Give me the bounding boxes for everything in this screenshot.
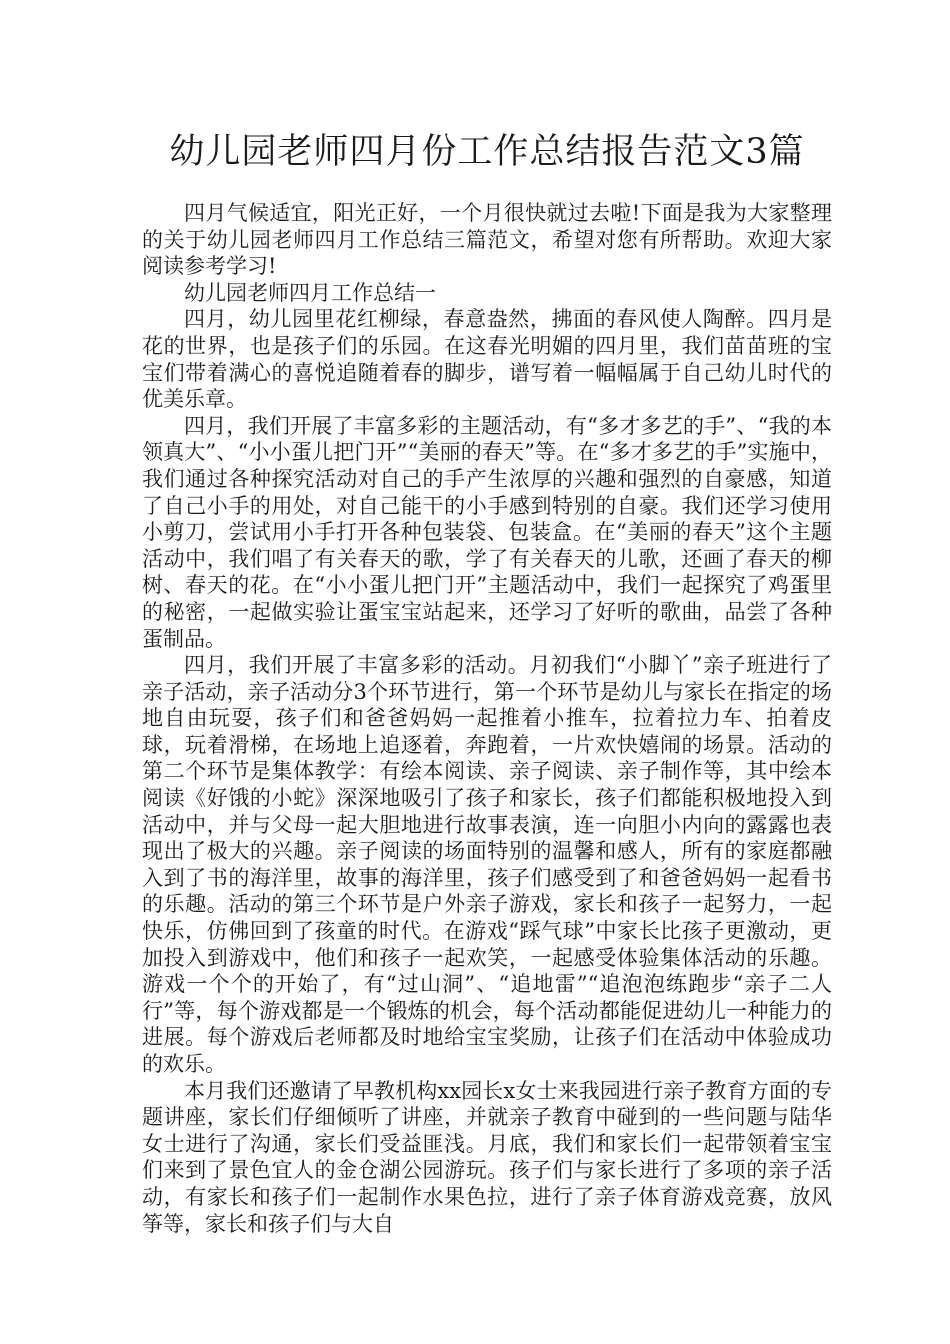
- document-body: [142, 200, 832, 1237]
- body-paragraph: 四月，我们开展了丰富多彩的主题活动，有“多才多艺的手”、“我的本领真大”、“小小蛋儿把门开”“美丽的春天”等。在“多才多艺的手”实施中，我们通过各种探究活动对自己的手产生浓厚的兴趣和强烈的自豪感，知道了自己小手的用处，对自己能干的小手感到特别的自豪。我们还学习使用小剪刀，尝试用小手打开各种包装袋、包装盒。在“美丽的春天”这个主题活动中，我们唱了有关春天的歌，学了有关春天的儿歌，还画了春天的柳树、春天的花。在“小小蛋儿把门开”主题活动中，我们一起探究了鸡蛋里的秘密，一起做实验让蛋宝宝站起来，还学习了好听的歌曲，品尝了各种蛋制品。: [142, 413, 832, 651]
- body-paragraph: 四月，我们开展了丰富多彩的活动。月初我们“小脚丫”亲子班进行了亲子活动，亲子活动分3个环节进行，第一个环节是幼儿与家长在指定的场地自由玩耍，孩子们和爸爸妈妈一起推着小推车，拉着拉力车、拍着皮球，玩着滑梯，在场地上追逐着，奔跑着，一片欢快嬉闹的场景。活动的第二个环节是集体教学：有绘本阅读、亲子阅读、亲子制作等，其中绘本阅读《好饿的小蛇》深深地吸引了孩子和家长，孩子们都能积极地投入到活动中，并与父母一起大胆地进行故事表演，连一向胆小内向的露露也表现出了极大的兴趣。亲子阅读的场面特别的温馨和感人，所有的家庭都融入到了书的海洋里，故事的海洋里，孩子们感受到了和爸爸妈妈一起看书的乐趣。活动的第三个环节是户外亲子游戏，家长和孩子一起努力，一起快乐，仿佛回到了孩童的时代。在游戏“踩气球”中家长比孩子更激动，更加投入到游戏中，他们和孩子一起欢笑，一起感受体验集体活动的乐趣。游戏一个个的开始了，有“过山洞”、“追地雷”“追泡泡练跑步“亲子二人行”等，每个游戏都是一个锻炼的机会，每个活动都能促进幼儿一种能力的进展。每个游戏后老师都及时地给宝宝奖励，让孩子们在活动中体验成功的欢乐。: [142, 653, 832, 1076]
- section-heading: 幼儿园老师四月工作总结一: [184, 280, 436, 305]
- intro-paragraph: 四月气候适宜，阳光正好，一个月很快就过去啦!下面是我为大家整理的关于幼儿园老师四月工作总结三篇范文，希望对您有所帮助。欢迎大家阅读参考学习!: [142, 201, 832, 279]
- document-title: 幼儿园老师四月份工作总结报告范文3篇: [169, 132, 805, 172]
- body-paragraph: 本月我们还邀请了早教机构xx园长x女士来我园进行亲子教育方面的专题讲座，家长们仔细倾听了讲座，并就亲子教育中碰到的一些问题与陆华女士进行了沟通，家长们受益匪浅。月底，我们和家长们一起带领着宝宝们来到了景色宜人的金仓湖公园游玩。孩子们与家长进行了多项的亲子活动，有家长和孩子们一起制作水果色拉，进行了亲子体育游戏竞赛，放风筝等，家长和孩子们与大自: [142, 1078, 832, 1236]
- body-paragraph: 四月，幼儿园里花红柳绿，春意盎然，拂面的春风使人陶醉。四月是花的世界，也是孩子们的乐园。在这春光明媚的四月里，我们苗苗班的宝宝们带着满心的喜悦追随着春的脚步，谱写着一幅幅属于自己幼儿时代的优美乐章。: [142, 307, 832, 412]
